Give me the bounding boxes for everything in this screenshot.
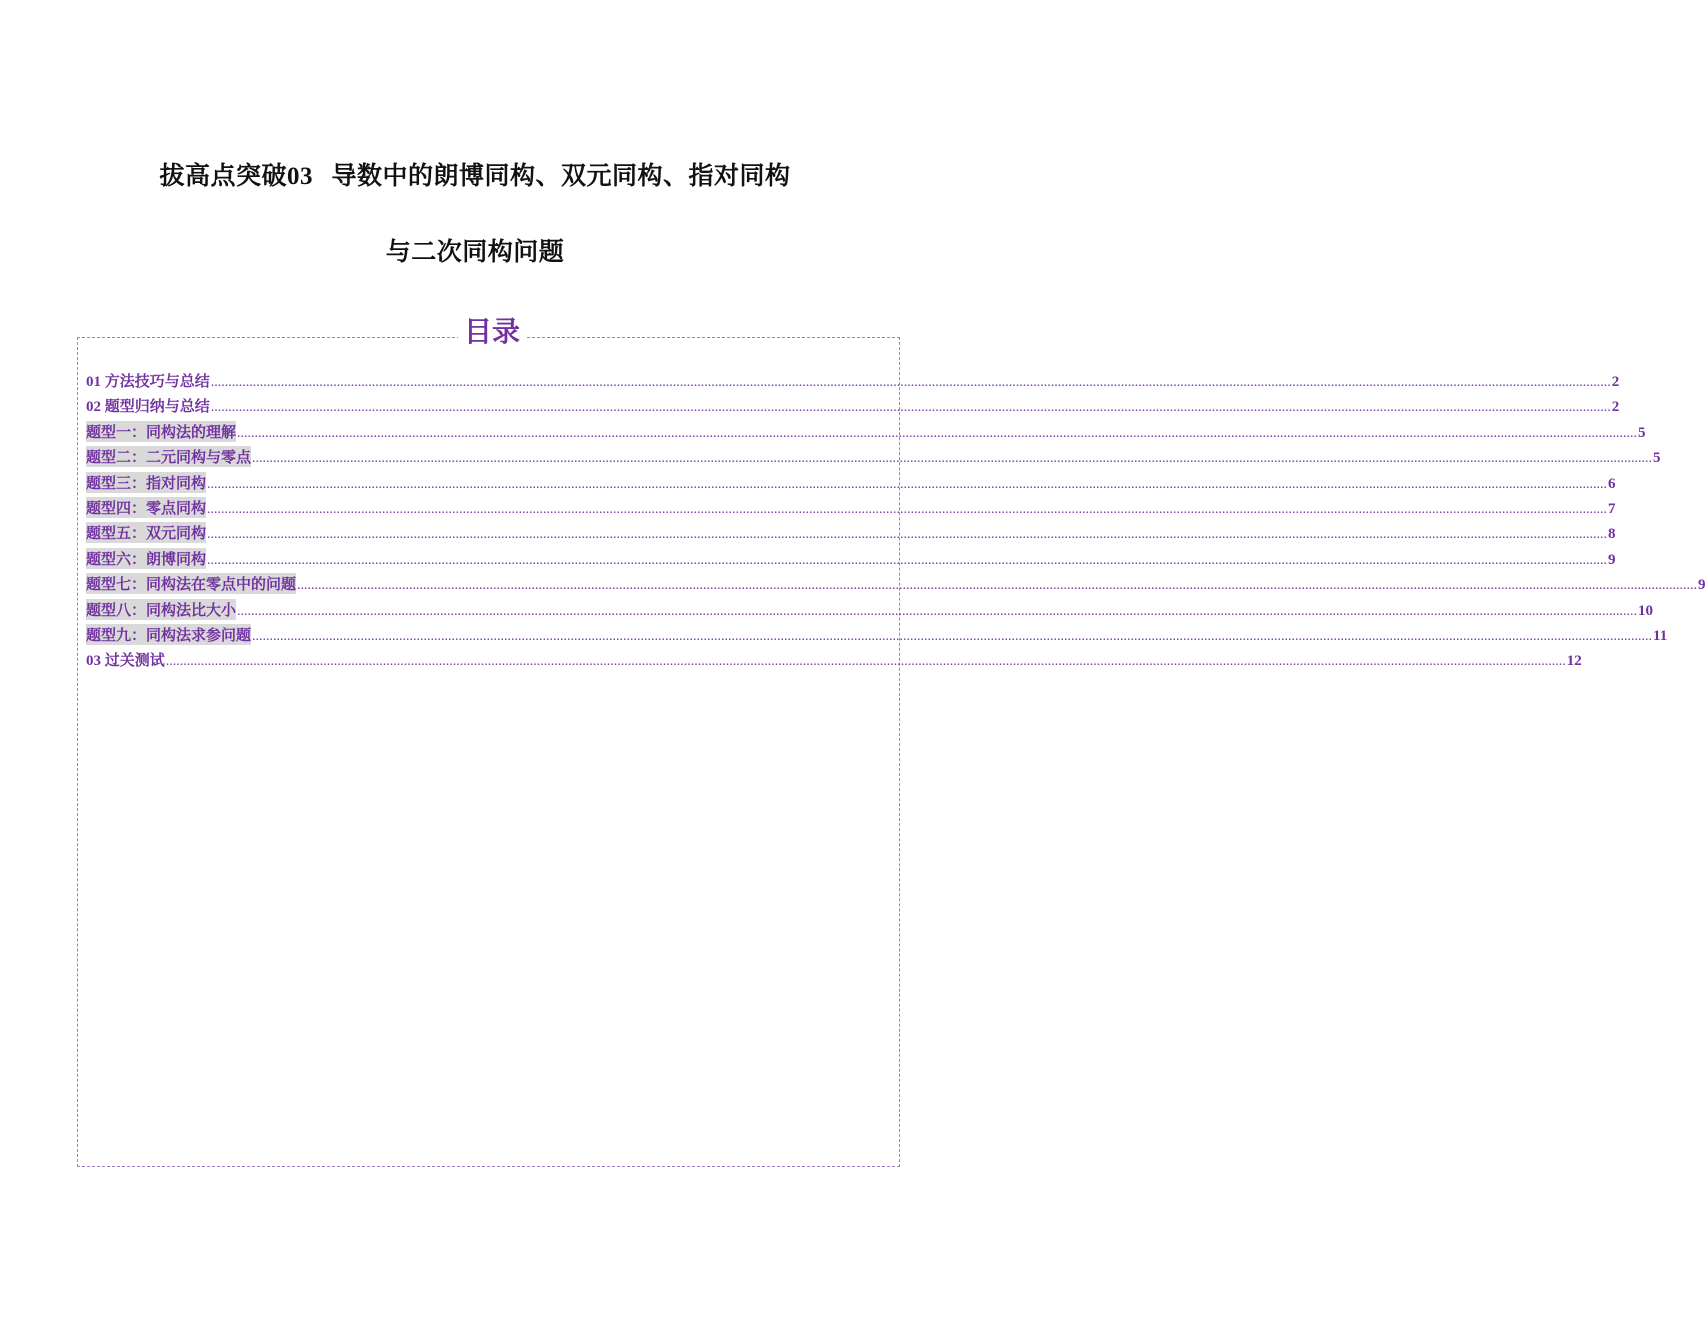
toc-entry-page: 8 xyxy=(1608,526,1616,543)
toc-entry-page: 5 xyxy=(1638,424,1646,441)
toc-dot-leader: ................................................................................................................................................................................................................................................................................................................................................................................................................ xyxy=(237,425,1638,441)
toc-entry-label: 题型一：同构法的理解 xyxy=(86,421,236,442)
toc-dot-leader: ................................................................................................................................................................................................................................................................................................................................................................................................................ xyxy=(165,654,1566,670)
toc-entry[interactable] xyxy=(86,548,1616,573)
toc-heading: 目录 xyxy=(0,310,984,350)
toc-entry[interactable] xyxy=(86,421,1646,446)
document-title-line-1 xyxy=(0,156,950,192)
toc-entry[interactable] xyxy=(86,573,1706,598)
toc-entry-page: 6 xyxy=(1608,475,1616,492)
toc-dot-leader: ................................................................................................................................................................................................................................................................................................................................................................................................................ xyxy=(237,603,1638,619)
toc-entry-page: 2 xyxy=(1611,374,1620,390)
toc-entry-page: 9 xyxy=(1608,551,1616,568)
title-suffix: 导数中的朗博同构、双元同构、指对同构 xyxy=(331,161,791,190)
toc-entry[interactable] xyxy=(86,522,1616,547)
toc-entry-label: 01 方法技巧与总结 xyxy=(86,374,210,390)
toc-dot-leader: ................................................................................................................................................................................................................................................................................................................................................................................................................ xyxy=(210,400,1611,416)
toc-entry-label: 题型七：同构法在零点中的问题 xyxy=(86,573,296,594)
toc-entry-page: 7 xyxy=(1608,500,1616,517)
toc-entry-page: 12 xyxy=(1566,653,1582,670)
toc-entry-page: 11 xyxy=(1653,627,1668,644)
toc-entry[interactable] xyxy=(86,370,1620,395)
toc-dot-leader: ................................................................................................................................................................................................................................................................................................................................................................................................................ xyxy=(297,578,1698,594)
title-number: 03 xyxy=(287,163,314,190)
toc-dot-leader: ................................................................................................................................................................................................................................................................................................................................................................................................................ xyxy=(252,451,1653,467)
toc-entry[interactable] xyxy=(86,446,1661,471)
toc-dot-leader: ................................................................................................................................................................................................................................................................................................................................................................................................................ xyxy=(207,527,1608,543)
toc-entry-page: 2 xyxy=(1611,399,1620,416)
toc-dot-leader: ................................................................................................................................................................................................................................................................................................................................................................................................................ xyxy=(207,476,1608,492)
toc-list xyxy=(86,370,1706,675)
toc-dot-leader: ................................................................................................................................................................................................................................................................................................................................................................................................................ xyxy=(207,552,1608,568)
toc-entry-page: 9 xyxy=(1698,577,1706,594)
toc-entry-label: 题型四：零点同构 xyxy=(86,497,206,518)
toc-entry-label: 02 题型归纳与总结 xyxy=(86,399,210,416)
toc-entry[interactable] xyxy=(86,599,1654,624)
toc-entry[interactable] xyxy=(86,497,1616,522)
title-prefix: 拔高点突破 xyxy=(159,161,288,190)
toc-entry-page: 5 xyxy=(1653,450,1661,467)
toc-entry[interactable] xyxy=(86,395,1620,420)
toc-entry-label: 题型三：指对同构 xyxy=(86,472,206,493)
toc-entry-label: 题型二：二元同构与零点 xyxy=(86,446,251,467)
toc-entry[interactable] xyxy=(86,472,1616,497)
toc-entry-label: 03 过关测试 xyxy=(86,653,165,670)
toc-entry[interactable] xyxy=(86,649,1582,674)
toc-entry-label: 题型九：同构法求参问题 xyxy=(86,624,251,645)
document-title-line-2: 与二次同构问题 xyxy=(385,237,565,266)
toc-entry-label: 题型六：朗博同构 xyxy=(86,548,206,569)
toc-entry-page: 10 xyxy=(1638,602,1654,619)
toc-entry-label: 题型五：双元同构 xyxy=(86,522,206,543)
toc-dot-leader: ................................................................................................................................................................................................................................................................................................................................................................................................................ xyxy=(210,375,1611,390)
toc-dot-leader: ................................................................................................................................................................................................................................................................................................................................................................................................................ xyxy=(252,628,1653,644)
toc-entry-label: 题型八：同构法比大小 xyxy=(86,599,236,620)
toc-entry[interactable] xyxy=(86,624,1668,649)
toc-dot-leader: ................................................................................................................................................................................................................................................................................................................................................................................................................ xyxy=(207,501,1608,517)
